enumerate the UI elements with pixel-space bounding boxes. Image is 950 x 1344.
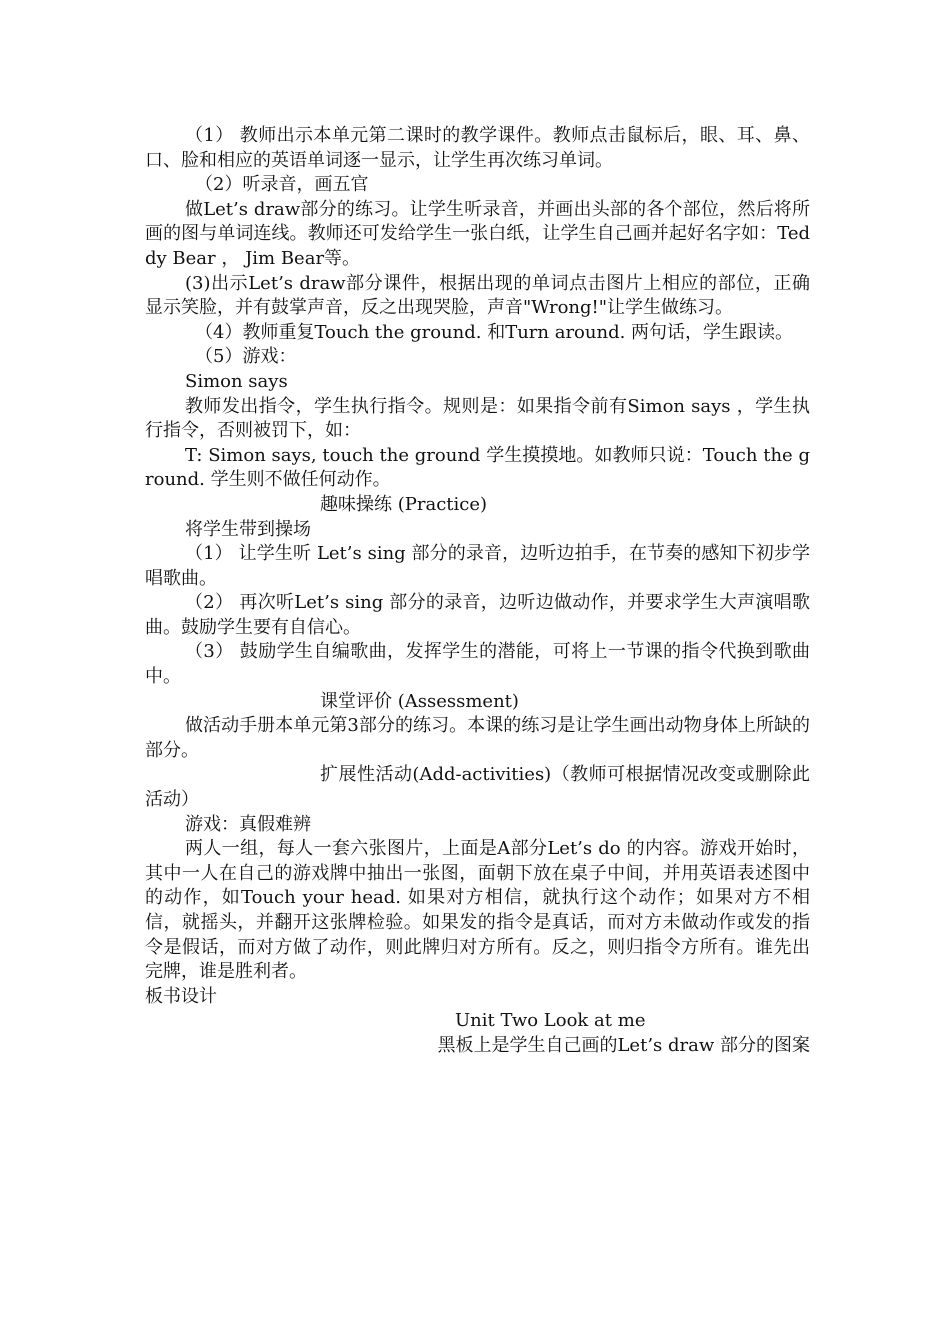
- paragraph-lets-draw: 做Let’s draw部分的练习。让学生听录音，并画出头部的各个部位，然后将所画的图与单词连线。教师还可发给学生一张白纸，让学生自己画并起好名字如：Teddy Bear ， Jim Bear等。: [145, 198, 810, 269]
- section-heading-assessment: 课堂评价 (Assessment): [320, 690, 519, 712]
- paragraph-game-example: T: Simon says, touch the ground 学生摸摸地。如教师只说：Touch the ground. 学生则不做任何动作。: [145, 444, 810, 491]
- paragraph-step-3: (3)出示Let’s draw部分课件，根据出现的单词点击图片上相应的部位，正确显示笑脸，并有鼓掌声音，反之出现哭脸，声音"Wrong!"让学生做练习。: [145, 272, 810, 319]
- paragraph-game-title: 游戏：真假难辨: [185, 813, 311, 835]
- paragraph-step-1: （1） 教师出示本单元第二课时的教学课件。教师点击鼠标后，眼、耳、鼻、口、脸和相应的英语单词逐一显示，让学生再次练习单词。: [145, 125, 810, 171]
- paragraph-practice-3: （3） 鼓励学生自编歌曲，发挥学生的潜能，可将上一节课的指令代换到歌曲中。: [145, 641, 810, 688]
- section-heading-board-design: 板书设计: [145, 985, 217, 1007]
- document-body: [145, 124, 810, 1059]
- paragraph-step-2-heading: （2）听录音，画五官: [195, 174, 369, 196]
- paragraph-game-description: 两人一组，每人一套六张图片，上面是A部分Let’s do 的内容。游戏开始时，其中一人在自己的游戏牌中抽出一张图，面朝下放在桌子中间，并用英语表述图中的动作，如Touch your head. 如果对方相信，就执行这个动作；如果对方不相信，就摇头，并翻开这张牌检验。如果发的指令是真话，而对方未做动作或发的指令是假话，而对方做了动作，则此牌归对方所有。反之，则归指令方所有。谁先出完牌，谁是胜利者。: [145, 838, 810, 983]
- paragraph-assessment: 做活动手册本单元第3部分的练习。本课的练习是让学生画出动物身体上所缺的部分。: [145, 715, 810, 761]
- section-heading-practice: 趣味操练 (Practice): [320, 493, 488, 515]
- section-heading-add-activities: 扩展性活动(Add-activities)（教师可根据情况改变或删除此活动）: [145, 764, 810, 811]
- paragraph-practice-1: （1） 让学生听 Let’s sing 部分的录音，边听边拍手，在节奏的感知下初步学唱歌曲。: [145, 543, 810, 589]
- paragraph-playground: 将学生带到操场: [185, 518, 311, 540]
- paragraph-simon-says: Simon says: [185, 370, 288, 392]
- paragraph-practice-2: （2） 再次听Let’s sing 部分的录音，边听边做动作，并要求学生大声演唱歌曲。鼓励学生要有自信心。: [145, 592, 810, 638]
- paragraph-step-5-heading: （5）游戏：: [195, 346, 297, 368]
- paragraph-game-rules: 教师发出指令，学生执行指令。规则是：如果指令前有Simon says ，学生执行指令，否则被罚下，如：: [145, 395, 810, 442]
- paragraph-step-4: （4）教师重复Touch the ground. 和Turn around. 两句话，学生跟读。: [195, 321, 794, 343]
- board-unit-title: Unit Two Look at me: [455, 1010, 646, 1032]
- board-note: 黑板上是学生自己画的Let’s draw 部分的图案: [437, 1034, 810, 1056]
